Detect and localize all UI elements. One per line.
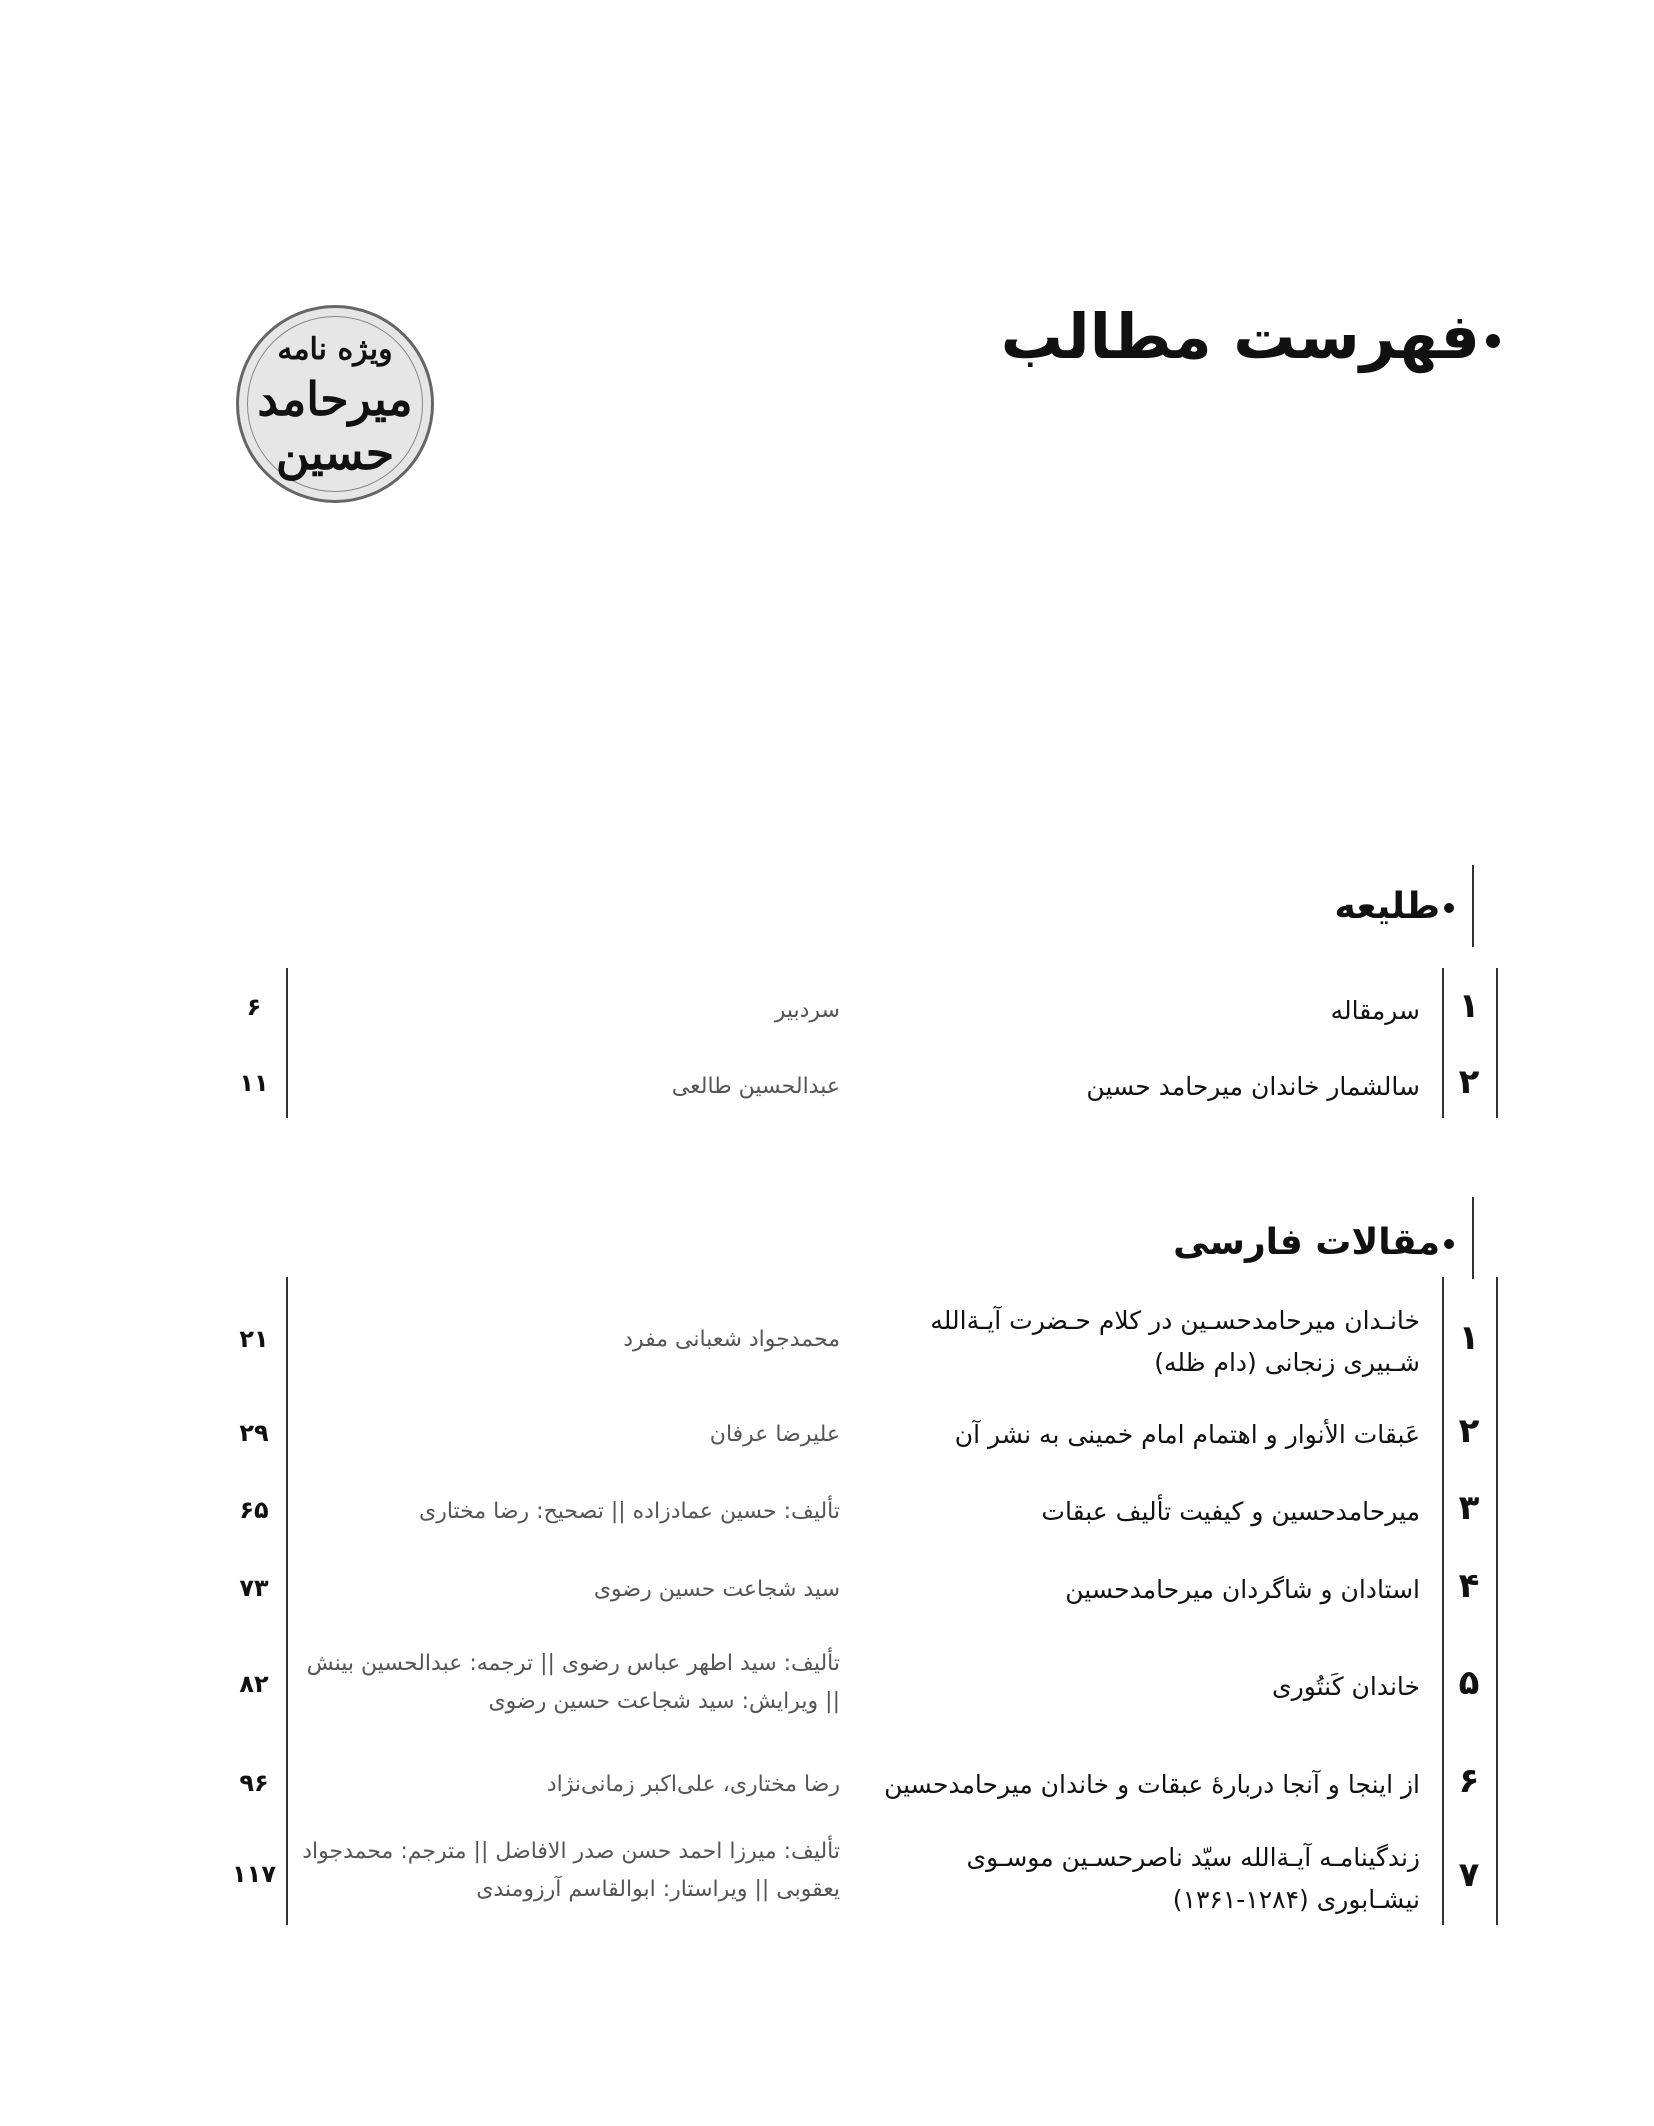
entry-author: تألیف: میرزا احمد حسن صدر الافاضل || مترجم: محمدجواد یعقوبی || ویراستار: ابوالقاسم آرزومندی (302, 1839, 840, 1902)
page-title-text: فهرست مطالب (1000, 300, 1480, 373)
entry-author: سید شجاعت حسین رضوی (593, 1577, 840, 1602)
bullet-dot (1444, 1239, 1454, 1249)
entry-number: ۱ (1458, 986, 1480, 1026)
section-divider-line (1472, 1197, 1474, 1279)
logo-seal-top-text: ویژه نامه (277, 332, 393, 367)
entry-page[interactable]: ۶ (246, 993, 262, 1021)
number-column-line (1442, 1277, 1444, 1925)
entry-title[interactable]: خانـدان میرحامدحسـین در کلام حـضرت آیـة‌الله شـبیری زنجانی (دام ظله) (930, 1306, 1420, 1377)
page-column-line (286, 968, 288, 1118)
entry-title[interactable]: زندگینامـه آیـة‌الله سیّد ناصرحسـین موسـوی نیشـابوری (۱۲۸۴-۱۳۶۱) (966, 1843, 1420, 1914)
entry-author: عبدالحسین طالعی (671, 1074, 840, 1099)
entry-author: تألیف: سید اطهر عباس رضوی || ترجمه: عبدالحسین بینش || ویرایش: سید شجاعت حسین رضوی (306, 1651, 840, 1714)
entry-page[interactable]: ۸۲ (239, 1670, 269, 1698)
number-column-line (1496, 1277, 1498, 1925)
entry-page[interactable]: ۷۳ (239, 1574, 269, 1602)
entry-number: ۳ (1458, 1488, 1480, 1528)
entry-title[interactable]: میرحامدحسین و کیفیت تألیف عبقات (1041, 1497, 1420, 1526)
entry-page[interactable]: ۱۱۷ (232, 1860, 276, 1888)
section-divider-line (1472, 865, 1474, 947)
entry-page[interactable]: ۲۱ (239, 1325, 269, 1353)
entry-author: تألیف: حسین عمادزاده || تصحیح: رضا مختاری (419, 1499, 840, 1524)
entry-title[interactable]: سالشمار خاندان میرحامد حسین (1086, 1072, 1420, 1101)
number-column-line (1496, 968, 1498, 1118)
entry-title[interactable]: خاندان کَنتُوری (1272, 1672, 1420, 1701)
entry-number: ۲ (1458, 1062, 1480, 1102)
number-column-line (1442, 968, 1444, 1118)
entry-page[interactable]: ۲۹ (239, 1419, 269, 1447)
entry-page[interactable]: ۶۵ (239, 1496, 269, 1524)
bullet-dot (1486, 334, 1500, 348)
entry-number: ۲ (1458, 1411, 1480, 1451)
entry-number: ۴ (1458, 1566, 1480, 1606)
entry-page[interactable]: ۱۱ (239, 1069, 269, 1097)
entry-number: ۱ (1458, 1318, 1480, 1358)
entry-title[interactable]: سرمقاله (1330, 996, 1420, 1025)
entry-number: ۵ (1458, 1663, 1480, 1703)
entry-author: رضا مختاری، علی‌اکبر زمانی‌نژاد (546, 1772, 840, 1797)
entry-author: سردبیر (774, 998, 840, 1023)
entry-author: علیرضا عرفان (709, 1422, 840, 1447)
entry-title[interactable]: از اینجا و آنجا دربارۀ عبقات و خاندان میرحامدحسین (884, 1770, 1420, 1799)
bullet-dot (1444, 903, 1454, 913)
section-title-tali: طلیعه (1335, 886, 1454, 927)
entry-title[interactable]: استادان و شاگردان میرحامدحسین (1065, 1575, 1420, 1604)
page-title (1000, 300, 1500, 373)
entry-author: محمدجواد شعبانی مفرد (623, 1327, 840, 1352)
logo-seal-main-text: میرحامد حسین (257, 372, 413, 480)
entry-title[interactable]: عَبقات الأنوار و اهتمام امام خمینی به نشر آن (954, 1420, 1420, 1449)
entry-page[interactable]: ۹۶ (239, 1769, 269, 1797)
entry-number: ۶ (1458, 1761, 1480, 1801)
section-title-maghalat: مقالات فارسی (1173, 1222, 1454, 1263)
entry-number: ۷ (1458, 1855, 1480, 1895)
page-column-line (286, 1277, 288, 1925)
logo-seal (236, 305, 434, 503)
